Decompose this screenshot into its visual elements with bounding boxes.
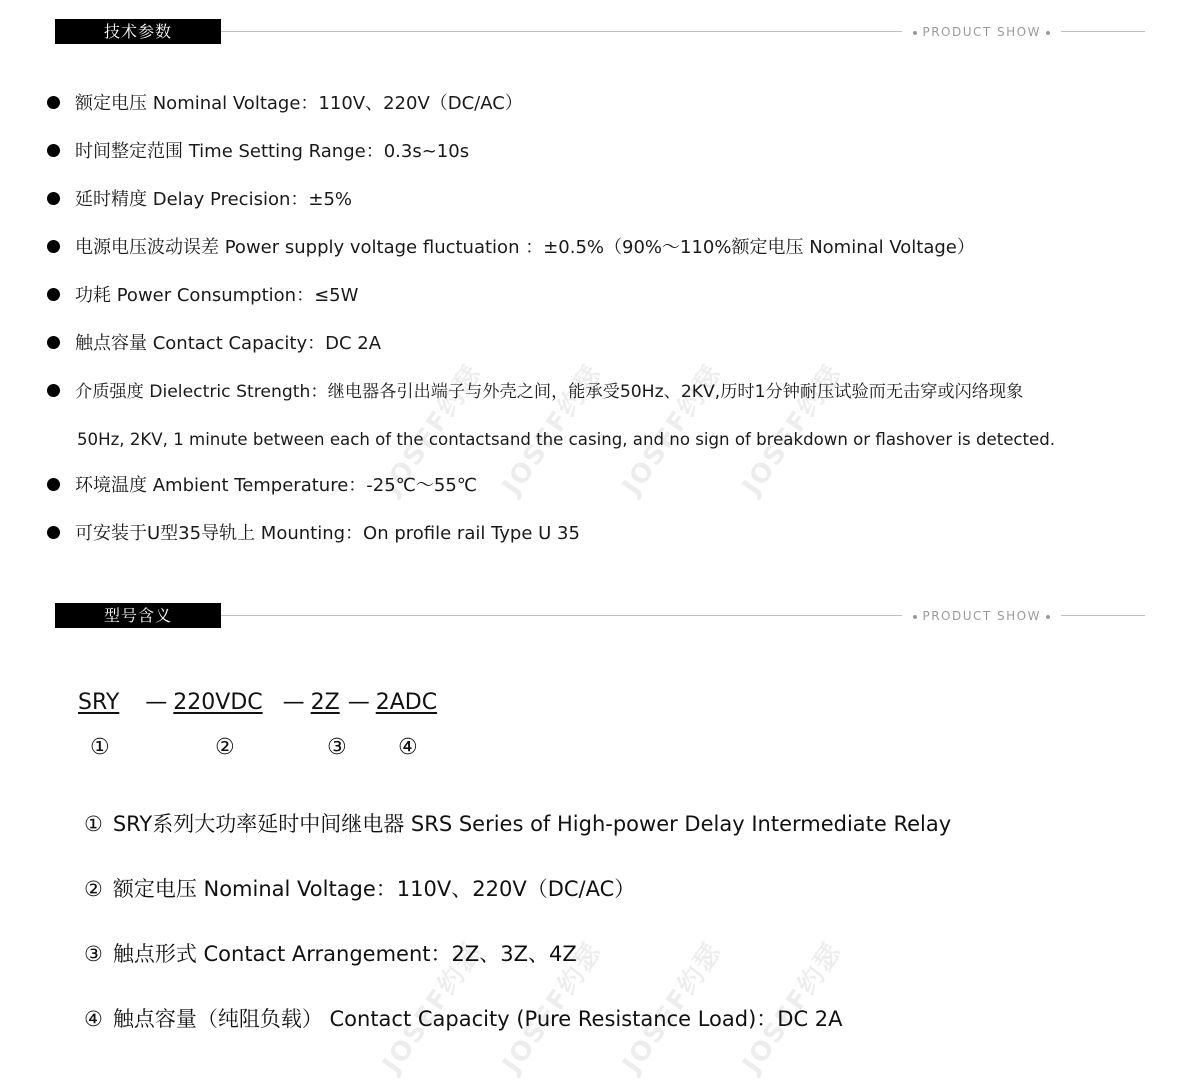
model-code-dash: — [145, 690, 168, 715]
spec-text: 可安装于U型35导轨上 Mounting：On profile rail Type U 35 [75, 523, 580, 544]
model-code-index: ② [215, 735, 235, 760]
bullet-icon [47, 384, 60, 397]
product-show-tag [902, 24, 1061, 40]
spec-text: 介质强度 Dielectric Strength：继电器各引出端子与外壳之间，能承受50Hz、2KV,历时1分钟耐压试验而无击穿或闪络现象 [75, 382, 1024, 402]
bullet-icon [47, 96, 60, 109]
spec-text: 功耗 Power Consumption：≤5W [75, 285, 359, 306]
spec-text: 环境温度 Ambient Temperature：-25℃～55℃ [75, 475, 478, 496]
section-title: 型号含义 [55, 603, 221, 628]
spec-item [47, 186, 352, 214]
spec-item [47, 330, 381, 358]
watermark-logo: JOSEF约瑟 [616, 936, 729, 1079]
watermark-logo: JOSEF约瑟 [376, 358, 489, 501]
model-item [84, 873, 635, 905]
model-item [84, 808, 951, 840]
bullet-icon [47, 144, 60, 157]
section-header-specs [55, 19, 1145, 45]
section-title: 技术参数 [55, 19, 221, 44]
spec-item [47, 472, 477, 500]
model-code-capacity: 2ADC [375, 690, 438, 715]
bullet-icon [47, 240, 60, 253]
bullet-icon [47, 288, 60, 301]
watermark-logo: JOSEF约瑟 [376, 936, 489, 1079]
model-item [84, 1003, 843, 1035]
bullet-icon [47, 192, 60, 205]
model-item-number: ④ [84, 1007, 103, 1031]
model-item-number: ② [84, 877, 103, 901]
product-show-label: PRODUCT SHOW [922, 609, 1041, 623]
model-code-dash: — [347, 690, 370, 715]
model-item-text: SRY系列大功率延时中间继电器 SRS Series of High-power Delay Intermediate Relay [112, 812, 952, 836]
model-code-series: SRY [78, 690, 120, 715]
bullet-icon [47, 478, 60, 491]
spec-text: 额定电压 Nominal Voltage：110V、220V（DC/AC） [75, 93, 523, 114]
dot-icon [913, 31, 917, 35]
spec-item-continuation: 50Hz, 2KV, 1 minute between each of the contactsand the casing, and no sign of breakdown or flashover is detected. [77, 430, 1056, 449]
bullet-icon [47, 526, 60, 539]
model-code-index: ① [90, 735, 110, 760]
section-header-model [55, 603, 1145, 629]
model-code-voltage: 220VDC [173, 690, 263, 715]
model-item-text: 额定电压 Nominal Voltage：110V、220V（DC/AC） [112, 877, 636, 901]
watermark-logo: JOSEF约瑟 [736, 936, 849, 1079]
spec-item [47, 520, 580, 548]
model-code [78, 688, 437, 718]
model-item-number: ① [84, 812, 103, 836]
model-item [84, 938, 577, 970]
model-item-number: ③ [84, 942, 103, 966]
model-item-text: 触点形式 Contact Arrangement：2Z、3Z、4Z [112, 942, 577, 966]
model-item-text: 触点容量（纯阻负载） Contact Capacity (Pure Resistance Load)：DC 2A [112, 1007, 843, 1031]
product-show-tag [902, 608, 1061, 624]
spec-text: 延时精度 Delay Precision：±5% [75, 189, 353, 210]
dot-icon [1046, 31, 1050, 35]
model-code-dash: — [282, 690, 305, 715]
product-show-label: PRODUCT SHOW [922, 25, 1041, 39]
dot-icon [1046, 615, 1050, 619]
watermark-logo: JOSEF约瑟 [616, 358, 729, 501]
spec-text: 触点容量 Contact Capacity：DC 2A [75, 333, 382, 354]
watermark-logo: JOSEF约瑟 [736, 358, 849, 501]
dot-icon [913, 615, 917, 619]
watermark-logo: JOSEF约瑟 [496, 936, 609, 1079]
spec-item [47, 138, 469, 166]
spec-item [47, 378, 1023, 406]
spec-text: 电源电压波动误差 Power supply voltage fluctuation ：±0.5%（90%～110%额定电压 Nominal Voltage） [75, 237, 975, 258]
model-code-index: ④ [398, 735, 418, 760]
model-code-index: ③ [327, 735, 347, 760]
model-code-contacts: 2Z [310, 690, 340, 715]
spec-item [47, 234, 975, 262]
spec-item [47, 90, 523, 118]
bullet-icon [47, 336, 60, 349]
spec-item [47, 282, 358, 310]
spec-text: 时间整定范围 Time Setting Range：0.3s~10s [75, 141, 470, 162]
watermark-logo: JOSEF约瑟 [496, 358, 609, 501]
